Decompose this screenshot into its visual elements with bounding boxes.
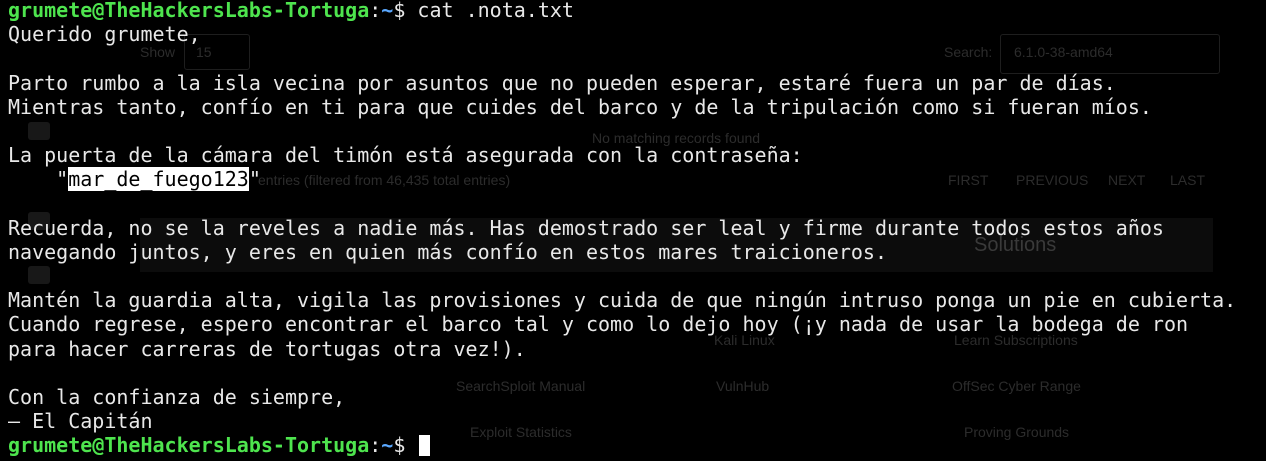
no-records-text: No matching records found (592, 130, 761, 146)
footer-link-stats: Exploit Statistics (470, 424, 572, 440)
blank-line (8, 192, 1236, 216)
footer-link-vulnhub: VulnHub (716, 378, 770, 394)
pager-first: FIRST (948, 172, 989, 188)
note-line: Mantén la guardia alta, vigila las provisiones y cuida de que ningún intruso ponga un pie en cubierta. (8, 288, 1237, 313)
entries-info: entries (filtered from 46,435 total entries) (258, 172, 511, 188)
show-value: 15 (196, 44, 212, 60)
password-selection[interactable]: mar_de_fuego123 (68, 167, 249, 192)
note-line: navegando juntos, y eres en quien más confío en estos mares traicioneros. (8, 239, 887, 264)
search-label: Search: (944, 44, 993, 60)
password-close-quote: " (248, 167, 261, 192)
note-closing: Con la confianza de siempre, (8, 385, 346, 409)
note-line: Parto rumbo a la isla vecina por asuntos que no pueden esperar, estaré fuera un par de días. (8, 70, 1116, 95)
prompt-symbol: $ (393, 433, 406, 458)
search-value: 6.1.0-38-amd64 (1014, 44, 1113, 60)
footer-link-searchsploit: SearchSploit Manual (456, 378, 586, 394)
footer-link-cyber-range: OffSec Cyber Range (952, 378, 1081, 394)
note-greeting: Querido grumete, (8, 22, 201, 47)
footer-link-learn: Learn Subscriptions (954, 332, 1078, 348)
prompt-space (405, 433, 417, 457)
prompt-user-host: grumete@TheHackersLabs-Tortuga (8, 0, 370, 22)
blank-line (8, 119, 1236, 143)
prompt-separator: : (369, 433, 382, 458)
blank-line (8, 361, 1236, 385)
show-label: Show (140, 44, 176, 60)
prompt-user-host: grumete@TheHackersLabs-Tortuga (8, 433, 370, 458)
password-line (8, 167, 1236, 191)
note-line: La puerta de la cámara del timón está asegurada con la contraseña: (8, 143, 803, 168)
prompt-separator: : (369, 0, 382, 22)
terminal-output[interactable] (8, 0, 1236, 458)
blank-line (8, 46, 1236, 70)
prompt-path: ~ (381, 0, 394, 22)
prompt-path: ~ (381, 433, 394, 458)
footer-link-proving: Proving Grounds (964, 424, 1070, 440)
text-cursor[interactable] (419, 435, 430, 456)
prompt-symbol: $ (393, 0, 406, 22)
footer-link-kali: Kali Linux (714, 332, 775, 348)
blank-line (8, 264, 1236, 288)
note-signature: — El Capitán (8, 409, 153, 434)
pager-previous: PREVIOUS (1016, 172, 1089, 188)
note-line: para hacer carreras de tortugas otra vez!). (8, 336, 526, 361)
command-line (8, 0, 1236, 22)
pager-next: NEXT (1108, 172, 1146, 188)
note-line: Mientras tanto, confío en ti para que cuides del barco y de la tripulación como si fueran míos. (8, 94, 1152, 119)
prompt-line[interactable] (8, 433, 1236, 457)
password-indent: " (8, 167, 69, 192)
note-line: Cuando regrese, espero encontrar el barco tal y como lo dejo hoy (¡y nada de usar la bodega de ron (8, 312, 1189, 337)
pager-last: LAST (1170, 172, 1206, 188)
note-line: Recuerda, no se la reveles a nadie más. Has demostrado ser leal y firme durante todos estos años (8, 215, 1164, 240)
solutions-heading: Solutions (974, 234, 1057, 256)
command-text: cat .nota.txt (405, 0, 574, 22)
